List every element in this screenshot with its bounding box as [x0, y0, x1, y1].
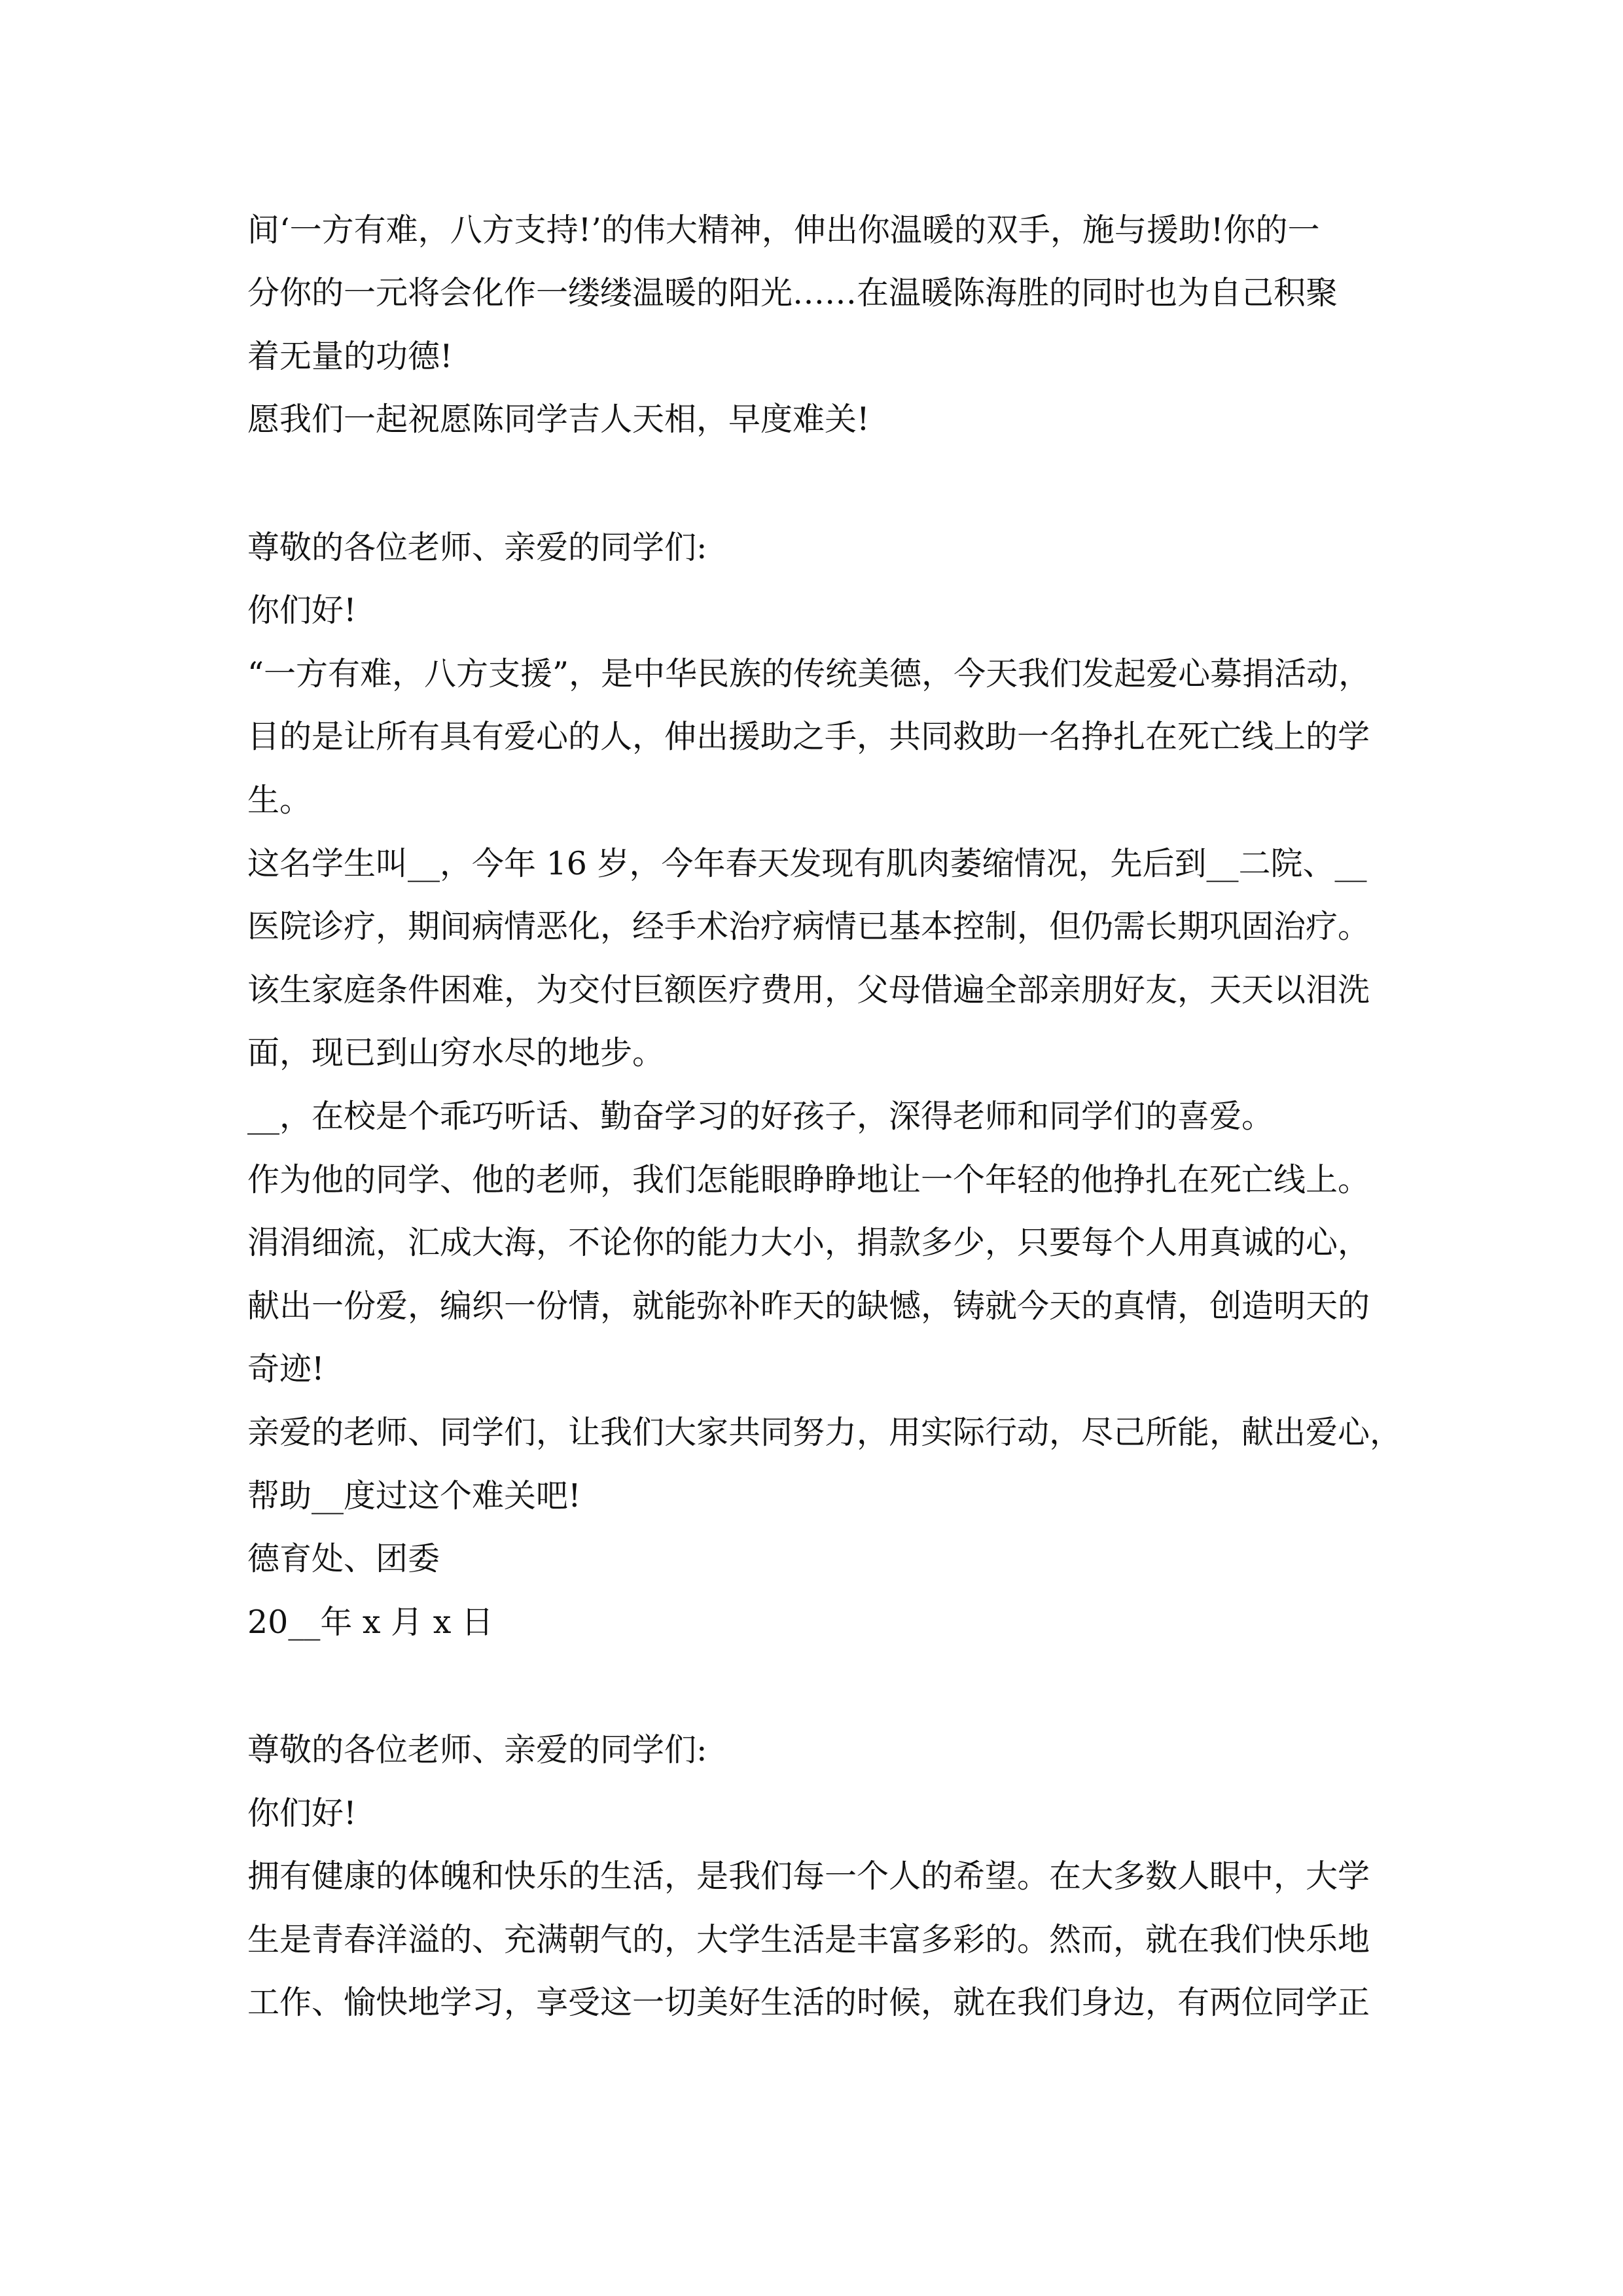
letter-greeting: 尊敬的各位老师、亲爱的同学们:: [247, 1731, 707, 1768]
paragraph-line: 着无量的功德!: [247, 338, 453, 375]
paragraph-line: 愿我们一起祝愿陈同学吉人天相，早度难关!: [247, 401, 870, 438]
paragraph-line: 献出一份爱，编织一份情，就能弥补昨天的缺憾，铸就今天的真情，创造明天的: [247, 1287, 1370, 1325]
paragraph-line: 这名学生叫__，今年 16 岁，今年春天发现有肌肉萎缩情况，先后到__二院、__: [247, 845, 1367, 882]
letter-date: 20__年 x 月 x 日: [247, 1604, 493, 1641]
paragraph-line: 医院诊疗，期间病情恶化，经手术治疗病情已基本控制，但仍需长期巩固治疗。: [247, 908, 1370, 945]
paragraph-line: 作为他的同学、他的老师，我们怎能眼睁睁地让一个年轻的他挣扎在死亡线上。: [247, 1161, 1370, 1198]
letter-signature: 德育处、团委: [247, 1540, 440, 1577]
paragraph-line: 涓涓细流，汇成大海，不论你的能力大小，捐款多少，只要每个人用真诚的心，: [247, 1224, 1370, 1261]
paragraph-line: 目的是让所有具有爱心的人，伸出援助之手，共同救助一名挣扎在死亡线上的学: [247, 718, 1370, 755]
paragraph-line: 亲爱的老师、同学们，让我们大家共同努力，用实际行动，尽己所能，献出爱心，: [247, 1414, 1402, 1451]
paragraph-line: 工作、愉快地学习，享受这一切美好生活的时候，就在我们身边，有两位同学正: [247, 1984, 1370, 2021]
paragraph-line: 生。: [247, 781, 312, 819]
letter-hello: 你们好!: [247, 592, 357, 629]
paragraph-line: 间‘一方有难，八方支持!’的伟大精神，伸出你温暖的双手，施与援助!你的一: [247, 211, 1320, 249]
paragraph-line: 面，现已到山穷水尽的地步。: [247, 1034, 665, 1071]
paragraph-line: 分你的一元将会化作一缕缕温暖的阳光……在温暖陈海胜的同时也为自己积聚: [247, 274, 1338, 312]
letter-hello: 你们好!: [247, 1795, 357, 1832]
letter-greeting: 尊敬的各位老师、亲爱的同学们:: [247, 529, 707, 566]
paragraph-line: 奇迹!: [247, 1350, 325, 1388]
paragraph-line: 帮助__度过这个难关吧!: [247, 1477, 581, 1515]
paragraph-line: “一方有难，八方支援”，是中华民族的传统美德，今天我们发起爱心募捐活动，: [247, 655, 1371, 692]
paragraph-line: 生是青春洋溢的、充满朝气的，大学生活是丰富多彩的。然而，就在我们快乐地: [247, 1921, 1370, 1958]
paragraph-line: 拥有健康的体魄和快乐的生活，是我们每一个人的希望。在大多数人眼中，大学: [247, 1857, 1370, 1895]
paragraph-line: 该生家庭条件困难，为交付巨额医疗费用，父母借遍全部亲朋好友，天天以泪洗: [247, 971, 1370, 1009]
paragraph-line: __，在校是个乖巧听话、勤奋学习的好孩子，深得老师和同学们的喜爱。: [247, 1098, 1274, 1135]
